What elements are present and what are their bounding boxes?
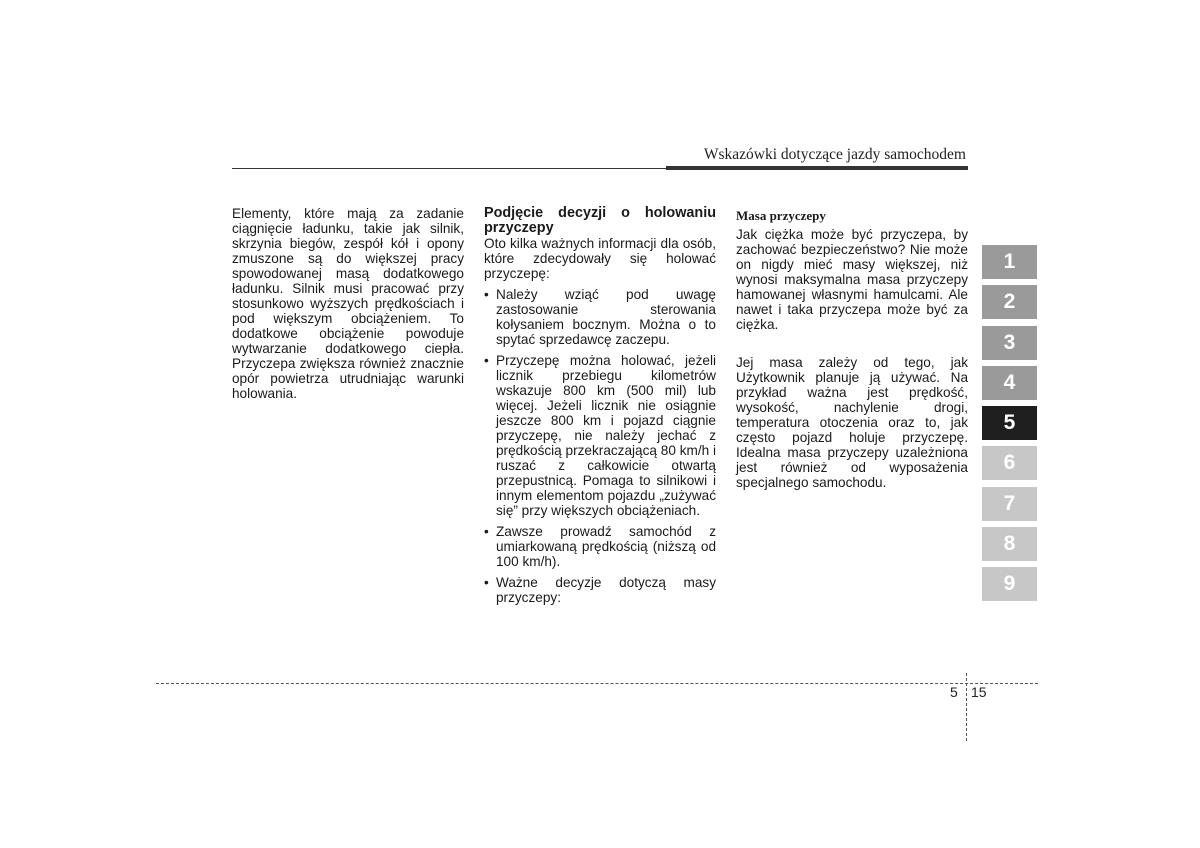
chapter-tab-9: 9 (982, 567, 1037, 601)
chapter-tab-5-active: 5 (982, 406, 1037, 440)
section-heading-towing-decision: Podjęcie decyzji o holowaniu przyczepy (484, 205, 716, 236)
list-item (484, 575, 716, 605)
chapter-tab-1: 1 (982, 245, 1037, 279)
bullet-icon: • (484, 287, 489, 302)
list-item-text: Zawsze prowadź samochód z umiarkowaną prędkością (niższą od 100 km/h). (496, 524, 716, 569)
header-rule-thick (666, 166, 968, 170)
column-2 (484, 206, 716, 611)
list-item (484, 524, 716, 569)
footer-dashed-rule (156, 683, 1038, 684)
column-3-paragraph-1: Jak ciężka może być przyczepa, by zachować bezpieczeństwo? Nie może on nigdy mieć masy większej, niż wynosi maksymalna masa przyczepy hamowanej własnymi hamulcami. Ale nawet i taka przyczepa może być za ciężka. (736, 227, 968, 332)
list-item (484, 287, 716, 347)
chapter-tab-6: 6 (982, 446, 1037, 480)
towing-advice-list (484, 287, 716, 605)
list-item-text: Ważne decyzje dotyczą masy przyczepy: (496, 575, 716, 605)
running-header-title: Wskazówki dotyczące jazdy samochodem (703, 146, 966, 163)
bullet-icon: • (484, 353, 489, 368)
column-3 (736, 206, 968, 490)
column-3-paragraph-2: Jej masa zależy od tego, jak Użytkownik planuje ją używać. Na przykład ważna jest prędkość, wysokość, nachylenie drogi, temperatura otoczenia oraz to, jak często pojazd holuje przyczepę. Idealna masa przyczepy uzależniona jest również od wyposażenia specjalnego samochodu. (736, 355, 968, 490)
chapter-tab-4: 4 (982, 366, 1037, 400)
column-1-paragraph: Elementy, które mają za zadanie ciągnięcie ładunku, takie jak silnik, skrzynia biegów, zespół kół i opony zmuszone są do większej pracy spowodowanej masą dodatkowego ładunku. Silnik musi pracować przy stosunkowo wyższych prędkościach i pod większym obciążeniem. To dodatkowe obciążenie powoduje wytwarzanie dodatkowego ciepła. Przyczepa zwiększa również znacznie opór powietrza utrudniając warunki holowania. (232, 206, 464, 401)
bullet-icon: • (484, 524, 489, 539)
footer-vertical-divider (966, 673, 967, 741)
chapter-tab-7: 7 (982, 487, 1037, 521)
list-item (484, 353, 716, 518)
chapter-tab-8: 8 (982, 527, 1037, 561)
list-item-text: Przyczepę można holować, jeżeli licznik przebiegu kilometrów wskazuje 800 km (500 mil) lub więcej. Jeżeli licznik nie osiągnie jeszcze 800 km i pojazd ciągnie przyczepę, nie należy jechać z prędkością przekraczającą 80 km/h i ruszać z całkowicie otwartą przepustnicą. Pomaga to silnikowi i innym elementom pojazdu „zużywać się” przy większych obciążeniach. (496, 353, 716, 518)
header-rule-thin (232, 168, 666, 169)
paragraph-spacer (736, 332, 968, 355)
subheading-trailer-mass: Masa przyczepy (736, 208, 826, 223)
column-2-intro: Oto kilka ważnych informacji dla osób, które zdecydowały się holować przyczepę: (484, 236, 716, 281)
bullet-icon: • (484, 575, 489, 590)
chapter-tabs (982, 245, 1037, 607)
chapter-tab-3: 3 (982, 326, 1037, 360)
list-item-text: Należy wziąć pod uwagę zastosowanie sterowania kołysaniem bocznym. Można o to spytać sprzedawcę zaczepu. (496, 287, 716, 347)
chapter-tab-2: 2 (982, 285, 1037, 319)
footer-page-number: 15 (971, 684, 987, 700)
footer-chapter-number: 5 (950, 684, 958, 700)
column-1 (232, 206, 464, 401)
